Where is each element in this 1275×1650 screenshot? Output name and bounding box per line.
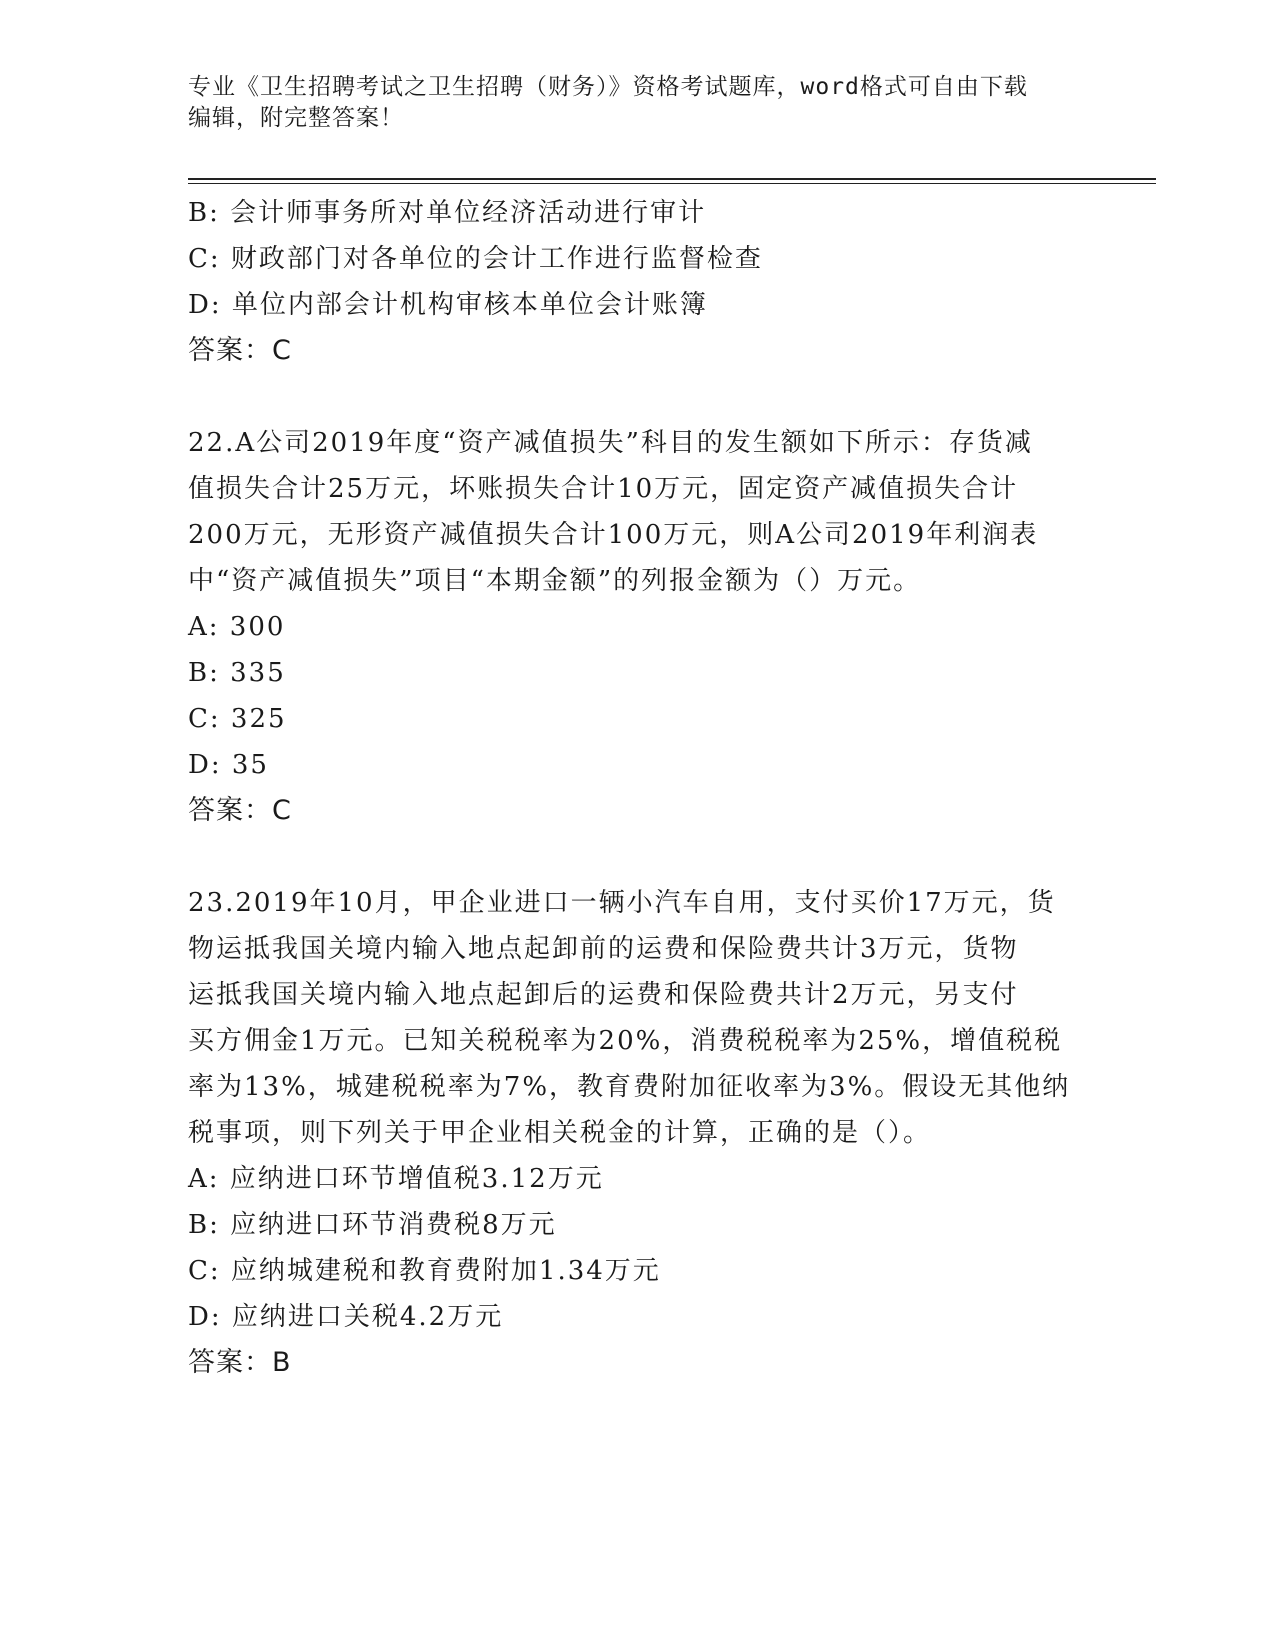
document-header [188, 72, 1068, 134]
stem-line: 税事项，则下列关于甲企业相关税金的计算，正确的是（）。 [188, 1118, 932, 1148]
question-22 [188, 420, 1088, 834]
answer: 答案：C [188, 335, 292, 366]
stem-line: 物运抵我国关境内输入地点起卸前的运费和保险费共计3万元，货物 [188, 934, 1019, 964]
stem-line: 值损失合计25万元，坏账损失合计10万元，固定资产减值损失合计 [188, 474, 1019, 504]
option-b: B: 会计师事务所对单位经济活动进行审计 [188, 198, 707, 228]
answer: 答案：B [188, 1347, 292, 1378]
option-c: C: 325 [188, 704, 287, 734]
option-c: C: 应纳城建税和教育费附加1.34万元 [188, 1256, 661, 1286]
answer: 答案：C [188, 795, 292, 826]
stem-line: 22.A公司2019年度“资产减值损失”科目的发生额如下所示：存货减 [188, 428, 1033, 458]
header-line-2: 编辑，附完整答案！ [188, 105, 404, 131]
question-stem [188, 880, 1088, 1156]
option-b: B: 应纳进口环节消费税8万元 [188, 1210, 557, 1240]
question-stem [188, 420, 1088, 604]
header-line-1: 专业《卫生招聘考试之卫生招聘（财务）》资格考试题库，word格式可自由下载 [188, 74, 1028, 100]
stem-line: 买方佣金1万元。已知关税税率为20%，消费税税率为25%，增值税税 [188, 1026, 1063, 1056]
header-divider-thin [188, 183, 1156, 184]
spacer [188, 374, 1088, 420]
header-divider-thick [188, 178, 1156, 180]
document-body [188, 190, 1088, 1386]
question-21-tail [188, 190, 1088, 374]
option-a: A: 300 [188, 612, 286, 642]
stem-line: 运抵我国关境内输入地点起卸后的运费和保险费共计2万元，另支付 [188, 980, 1019, 1010]
option-d: D: 应纳进口关税4.2万元 [188, 1302, 504, 1332]
option-d: D: 35 [188, 750, 269, 780]
question-23 [188, 880, 1088, 1386]
stem-line: 200万元，无形资产减值损失合计100万元，则A公司2019年利润表 [188, 520, 1039, 550]
stem-line: 率为13%，城建税税率为7%，教育费附加征收率为3%。假设无其他纳 [188, 1072, 1071, 1102]
spacer [188, 834, 1088, 880]
option-a: A: 应纳进口环节增值税3.12万元 [188, 1164, 604, 1194]
option-c: C: 财政部门对各单位的会计工作进行监督检查 [188, 244, 763, 274]
option-d: D: 单位内部会计机构审核本单位会计账簿 [188, 290, 708, 320]
option-b: B: 335 [188, 658, 286, 688]
stem-line: 中“资产减值损失”项目“本期金额”的列报金额为（）万元。 [188, 566, 922, 596]
stem-line: 23.2019年10月，甲企业进口一辆小汽车自用，支付买价17万元，货 [188, 888, 1056, 918]
